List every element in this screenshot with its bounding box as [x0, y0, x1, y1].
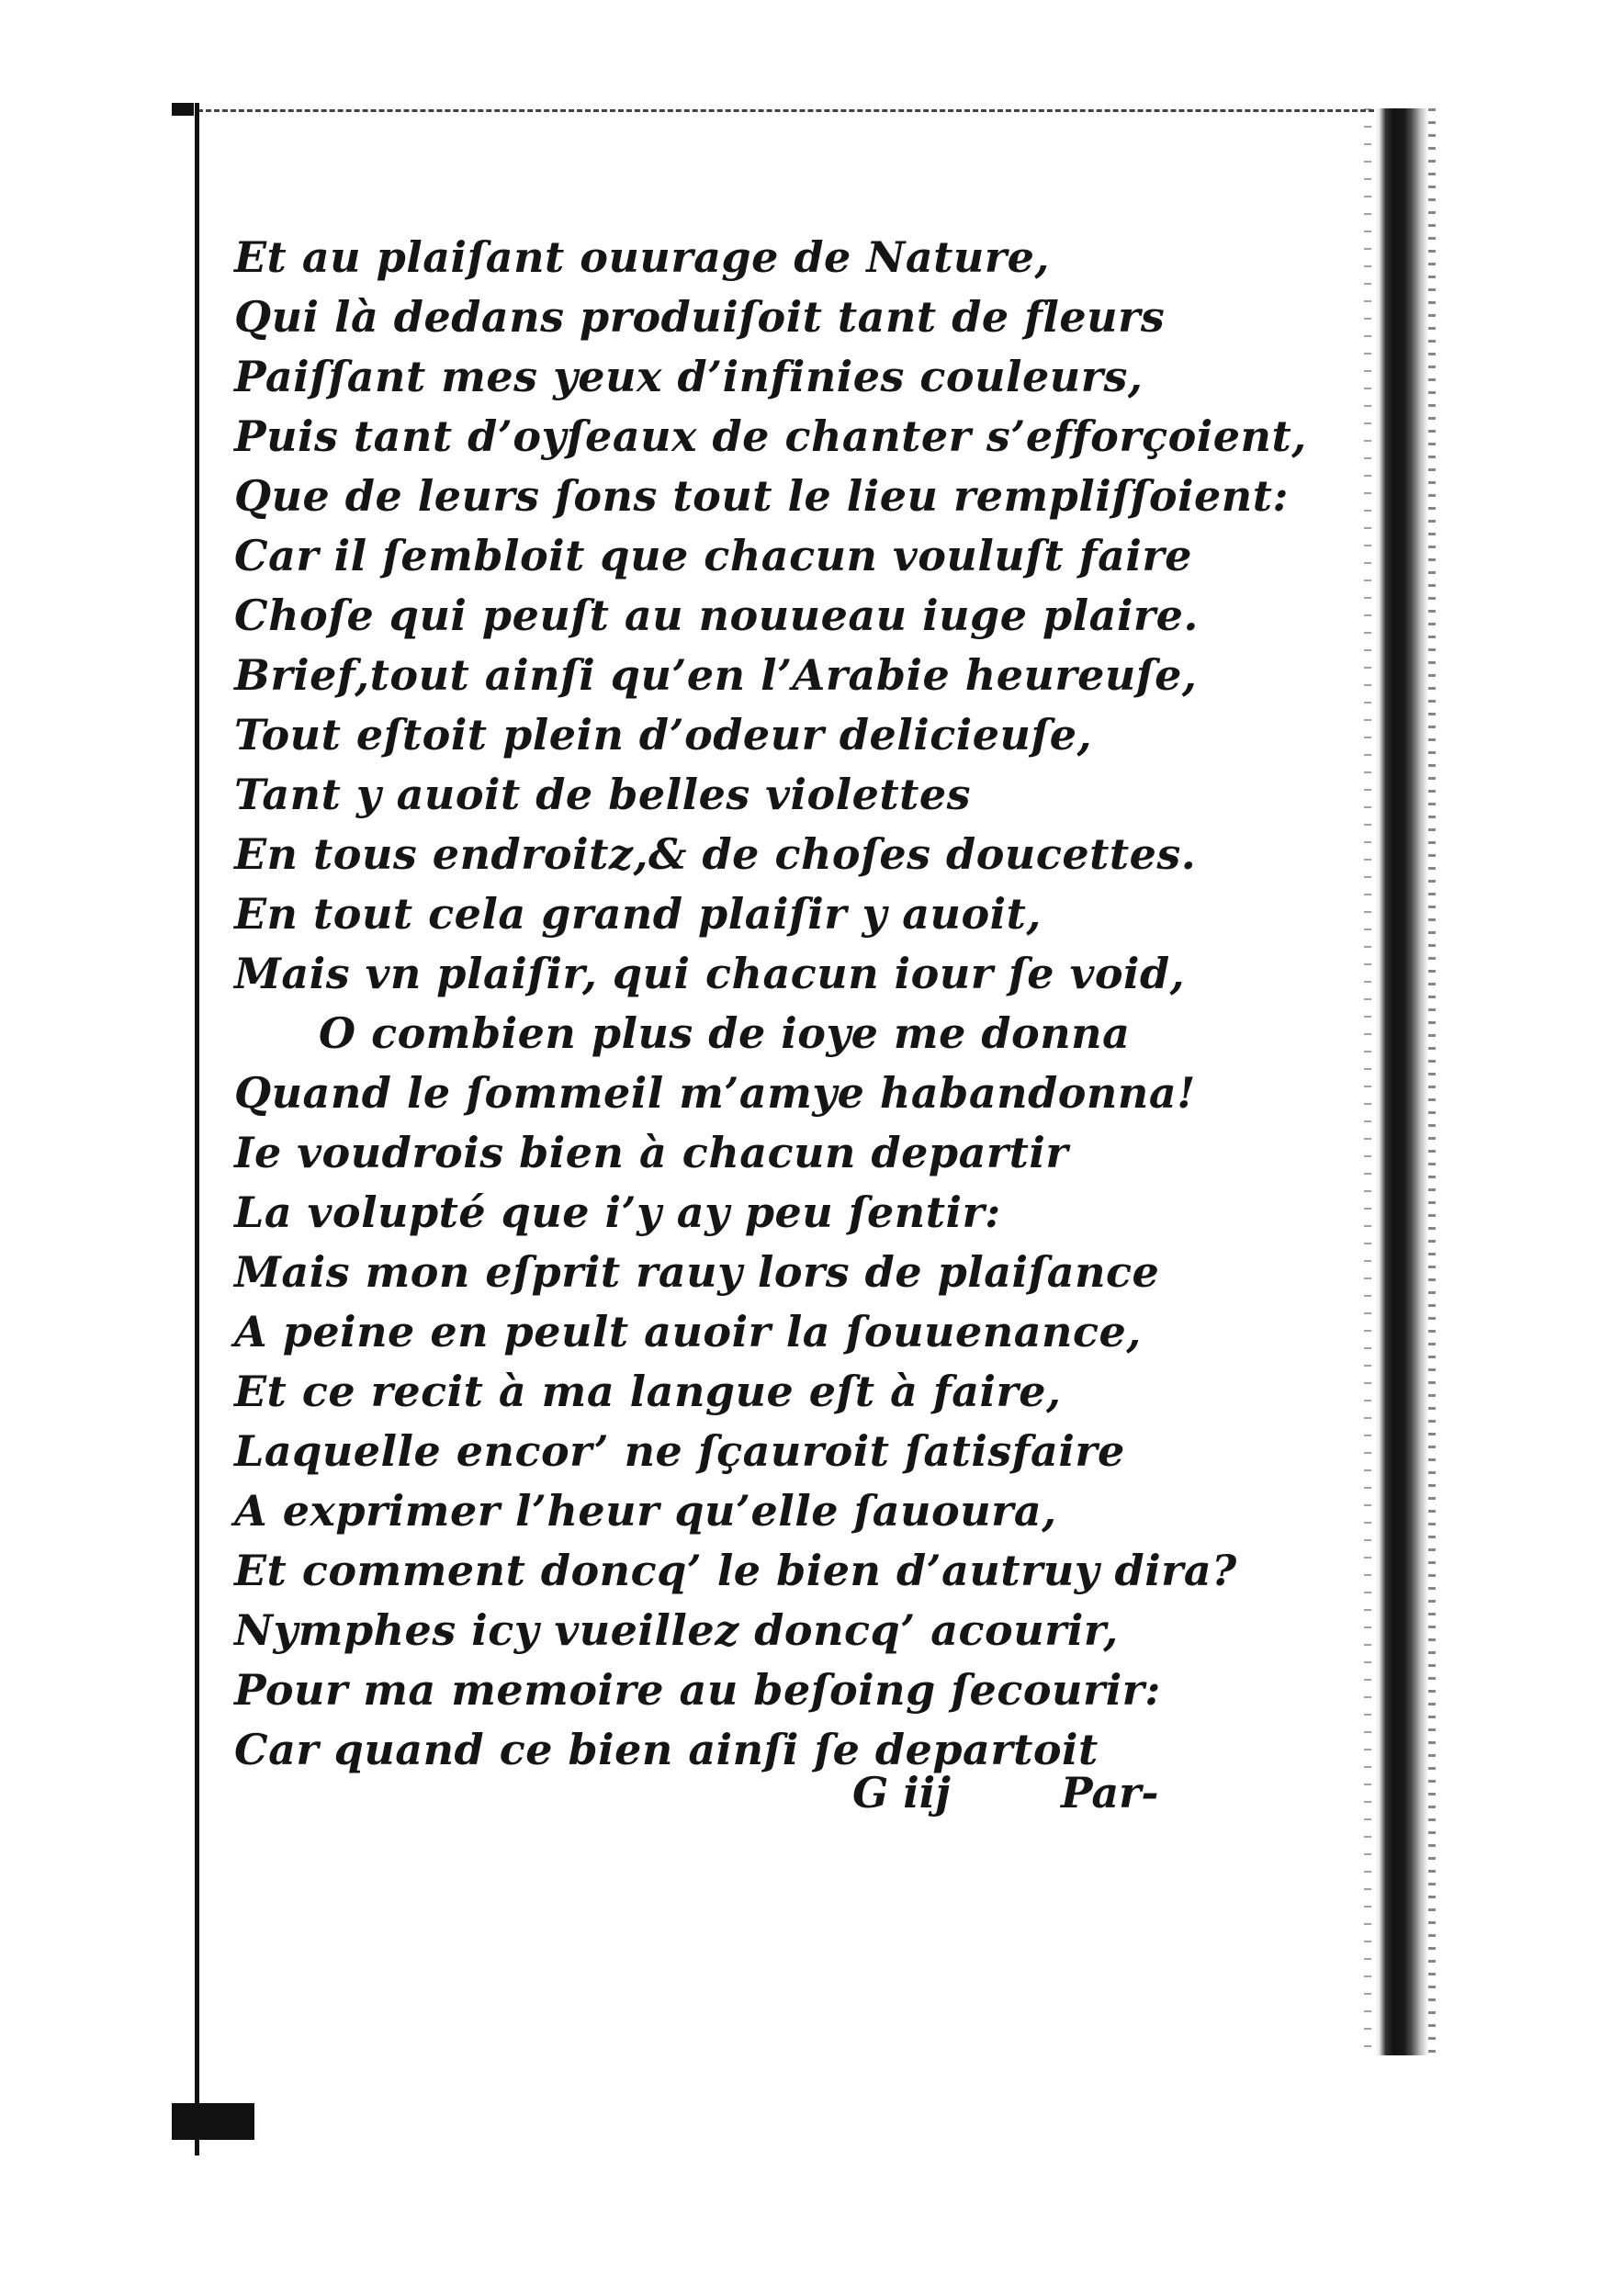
verse-line: Et comment doncq’ le bien d’autruy dira?: [234, 1546, 1237, 1595]
verse-line: Car il ſembloit que chacun vouluſt faire: [234, 531, 1192, 580]
verse-line: Tout eſtoit plein d’odeur delicieuſe,: [234, 710, 1093, 760]
verse-line: A peine en peult auoir la ſouuenance,: [234, 1307, 1142, 1356]
verse-line: Choſe qui peuſt au nouueau iuge plaire.: [234, 591, 1199, 640]
page-gutter-speckle-outer: [1428, 108, 1436, 2055]
verse-line: En tout cela grand plaiſir y auoit,: [234, 889, 1042, 939]
top-edge-rule: [197, 109, 1382, 112]
left-margin-rule: [195, 103, 199, 2155]
catchword: Par-: [1061, 1768, 1159, 1818]
page-gutter-shadow: [1375, 108, 1428, 2055]
verse-line: En tous endroitz,& de choſes doucettes.: [234, 829, 1197, 879]
verse-line: Pour ma memoire au beſoing ſecourir:: [234, 1665, 1161, 1715]
verse-line: Paiſſant mes yeux d’infinies couleurs,: [234, 352, 1144, 401]
verse-line: La volupté que i’y ay peu ſentir:: [234, 1187, 1001, 1237]
page-gutter-speckle: [1364, 108, 1371, 2055]
verse-line: Tant y auoit de belles violettes: [234, 770, 972, 819]
verse-line: Car quand ce bien ainſi ſe departoit: [234, 1725, 1099, 1774]
verse-line: Que de leurs ſons tout le lieu rempliſſoient:: [234, 471, 1289, 521]
scan-bottom-mark: [172, 2103, 254, 2140]
verse-line: Et au plaiſant ouurage de Nature,: [234, 232, 1050, 282]
verse-block: [234, 228, 1364, 1780]
verse-line: Mais mon eſprit rauy lors de plaiſance: [234, 1247, 1160, 1297]
signature-mark: G iij: [852, 1768, 951, 1818]
verse-line: O combien plus de ioye me donna: [319, 1008, 1131, 1058]
verse-line: Mais vn plaiſir, qui chacun iour ſe void,: [234, 949, 1186, 998]
verse-line: Quand le ſommeil m’amye habandonna!: [234, 1068, 1196, 1118]
verse-line: Qui là dedans produiſoit tant de fleurs: [234, 292, 1166, 342]
verse-line: Nymphes icy vueillez doncq’ acourir,: [234, 1605, 1119, 1655]
verse-line: A exprimer l’heur qu’elle ſauoura,: [234, 1486, 1057, 1536]
scan-corner-mark: [172, 103, 194, 116]
verse-line: Ie voudrois bien à chacun departir: [234, 1128, 1069, 1177]
verse-line: Laquelle encor’ ne ſçauroit ſatisfaire: [234, 1426, 1125, 1476]
verse-line: Et ce recit à ma langue eſt à faire,: [234, 1367, 1062, 1416]
verse-line: Brief,tout ainſi qu’en l’Arabie heureuſe,: [234, 650, 1198, 700]
verse-line: Puis tant d’oyſeaux de chanter s’efforçoient,: [234, 411, 1307, 461]
